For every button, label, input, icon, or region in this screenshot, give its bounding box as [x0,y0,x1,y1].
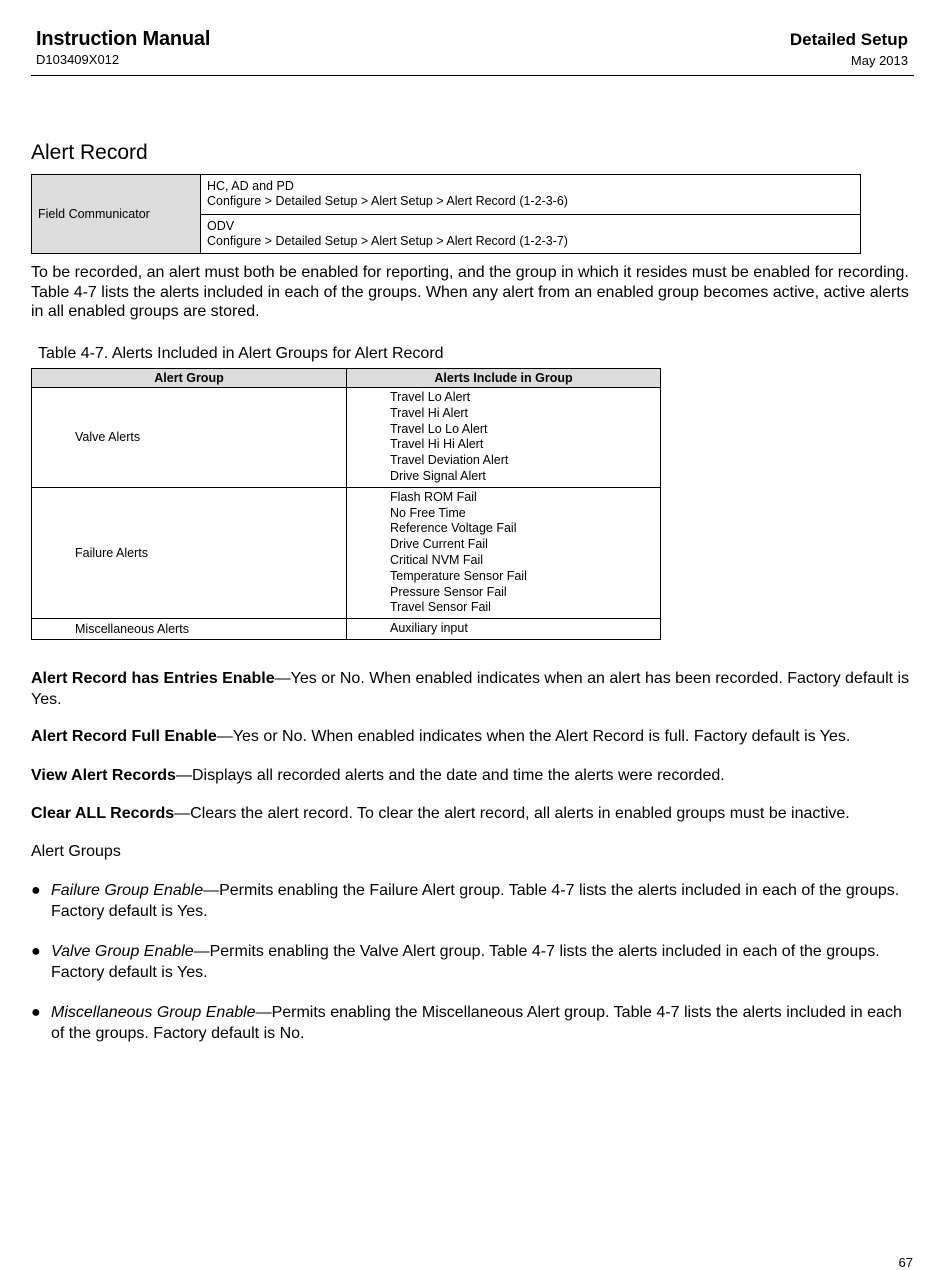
bullet-text: —Permits enabling the Miscellaneous Alert group. Table 4-7 lists the alerts included in each of the groups. Factory default is No. [51,1004,902,1042]
device-model: ODV [207,218,235,233]
manual-title: Instruction Manual [36,28,211,50]
table-row [32,487,661,618]
bullet-text: —Permits enabling the Valve Alert group. Table 4-7 lists the alerts included in each of the groups. Factory default is Yes. [51,943,880,981]
menu-path-cell [201,175,861,215]
definition-text: —Clears the alert record. To clear the alert record, all alerts in enabled groups must be inactive. [174,805,850,822]
table-caption: Table 4-7. Alerts Included in Alert Groups for Alert Record [38,345,444,362]
bullet-term: Valve Group Enable [51,943,194,960]
definition-term: Alert Record has Entries Enable [31,670,275,687]
publish-date: May 2013 [850,53,908,68]
alert-group-name: Valve Alerts [32,388,347,488]
table-header-row [32,369,661,388]
bullet-item [31,941,911,983]
alert-item: Pressure Sensor Fail [390,584,507,599]
menu-path: Configure > Detailed Setup > Alert Setup > Alert Record (1-2-3-7) [207,233,568,248]
alert-item: Auxiliary input [390,621,468,636]
definition-term: View Alert Records [31,767,176,784]
alert-item: Travel Deviation Alert [390,453,509,468]
alert-item: Flash ROM Fail [390,489,477,504]
bullet-term: Failure Group Enable [51,882,204,899]
alert-groups-heading: Alert Groups [31,843,121,860]
definition-text: —Yes or No. When enabled indicates when the Alert Record is full. Factory default is Yes. [216,728,851,745]
definition-text: —Yes or No. When enabled indicates when an alert has been recorded. Factory default is Yes. [31,670,910,708]
definition-paragraph [31,726,911,747]
header-right [790,30,908,68]
definition-paragraph [31,803,911,824]
field-communicator-table [31,174,861,254]
alert-groups-table [31,368,661,640]
alert-item: Critical NVM Fail [390,552,484,567]
column-header: Alert Group [32,369,347,388]
header-divider [31,75,914,76]
alert-item: Travel Hi Hi Alert [390,437,484,452]
alert-item: Travel Hi Alert [390,405,469,420]
bullet-icon: ● [31,1004,41,1021]
field-communicator-label: Field Communicator [32,175,201,254]
alert-list [347,487,661,618]
device-model: HC, AD and PD [207,179,294,194]
bullet-icon: ● [31,943,41,960]
alert-item: Travel Lo Lo Alert [390,421,488,436]
section-name: Detailed Setup [789,30,908,49]
alert-item: Reference Voltage Fail [390,521,517,536]
header-left [36,28,210,67]
document-number: D103409X012 [36,52,120,67]
intro-paragraph: To be recorded, an alert must both be enabled for reporting, and the group in which it resides must be enabled for recording. Table 4-7 lists the alerts included in each of the groups. When any alert from an enabled group becomes active, active alerts in all enabled groups are stored. [31,264,909,320]
alert-item: Travel Lo Alert [390,390,471,404]
menu-path-cell [201,214,861,254]
table-row [32,619,661,640]
definition-paragraph [31,765,911,786]
definition-term: Clear ALL Records [31,805,175,822]
alert-item: Drive Current Fail [390,537,488,552]
section-title: Alert Record [31,141,148,164]
bullet-term: Miscellaneous Group Enable [51,1004,256,1021]
alert-item: Travel Sensor Fail [390,600,491,615]
alert-item: No Free Time [390,505,466,520]
definition-text: —Displays all recorded alerts and the date and time the alerts were recorded. [175,767,725,784]
menu-path: Configure > Detailed Setup > Alert Setup > Alert Record (1-2-3-6) [207,194,568,209]
alert-list [347,388,661,488]
column-header: Alerts Include in Group [347,369,661,388]
alert-item: Temperature Sensor Fail [390,568,527,583]
bullet-item [31,880,911,922]
alert-group-name: Failure Alerts [32,487,347,618]
definition-paragraph [31,668,911,710]
alert-item: Drive Signal Alert [390,468,486,483]
definition-term: Alert Record Full Enable [31,728,217,745]
table-row [32,388,661,488]
alert-group-name: Miscellaneous Alerts [32,619,347,640]
bullet-text: —Permits enabling the Failure Alert group. Table 4-7 lists the alerts included in each of the groups. Factory default is Yes. [51,882,900,920]
bullet-item [31,1002,911,1044]
bullet-icon: ● [31,882,41,899]
alert-list [347,619,661,640]
page-number: 67 [898,1255,913,1270]
